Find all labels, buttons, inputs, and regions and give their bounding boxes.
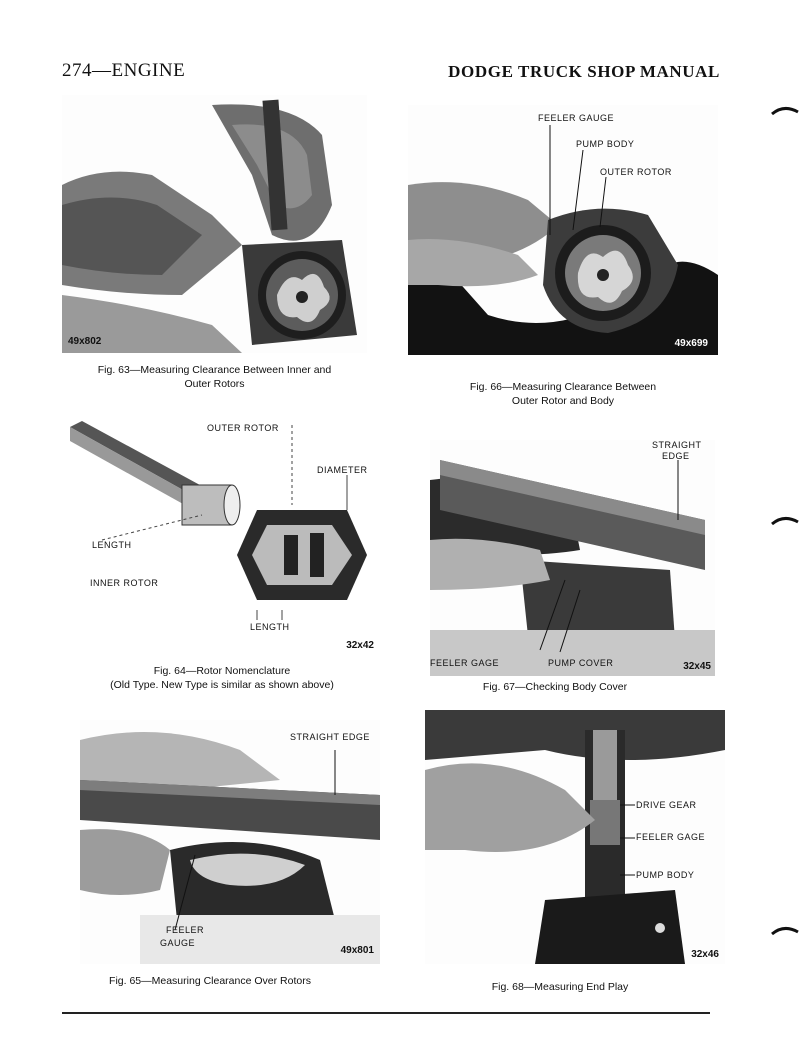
- fig66-caption-line-1: Fig. 66—Measuring Clearance Between: [469, 381, 657, 393]
- fig66-callout-pump-body: PUMP BODY: [576, 139, 635, 149]
- fig67-callout-edge: EDGE: [662, 451, 690, 461]
- fig66-photo-id: 49x699: [674, 338, 708, 349]
- fig63-caption-line-2: Outer Rotors: [184, 378, 245, 390]
- fig67-caption-line-1: Fig. 67—Checking Body Cover: [482, 681, 628, 693]
- fig63-caption: [62, 363, 367, 391]
- fig64-caption-line-2: (Old Type. New Type is similar as shown above): [110, 679, 334, 691]
- fig67-callout-feeler-gage: FEELER GAGE: [430, 658, 500, 668]
- binder-hole-mark-top: [770, 100, 804, 124]
- fig65-callout-straight-edge: STRAIGHT EDGE: [290, 732, 370, 742]
- fig67-photo: [430, 440, 715, 676]
- bottom-rule: [62, 1012, 710, 1014]
- fig63-photo: [62, 95, 367, 353]
- fig64-callout-diameter: DIAMETER: [317, 465, 368, 475]
- fig68-callout-feeler-gage: FEELER GAGE: [636, 832, 706, 842]
- fig65-photo: [80, 720, 380, 964]
- fig66-caption-line-2: Outer Rotor and Body: [511, 395, 615, 407]
- fig63-caption-line-1: Fig. 63—Measuring Clearance Between Inner and: [97, 364, 332, 376]
- fig64-photo-id: 32x42: [346, 640, 374, 651]
- fig67-photo-id: 32x45: [683, 661, 711, 672]
- fig64-callout-length-outer: LENGTH: [250, 622, 290, 632]
- fig66-callout-feeler-gauge: FEELER GAUGE: [538, 113, 615, 123]
- page-number-section: 274—ENGINE: [62, 60, 186, 81]
- fig65-callout-feeler: FEELER: [166, 925, 205, 935]
- fig67-callout-pump-cover: PUMP COVER: [548, 658, 614, 668]
- binder-hole-mark-bottom: [770, 920, 804, 944]
- binder-hole-mark-middle: [770, 510, 804, 534]
- fig68-photo-id: 32x46: [691, 949, 719, 960]
- fig68-callout-pump-body: PUMP BODY: [636, 870, 695, 880]
- fig68-caption-line-1: Fig. 68—Measuring End Play: [491, 981, 629, 993]
- fig64-callout-length-inner: LENGTH: [92, 540, 132, 550]
- fig66-photo: [408, 105, 718, 355]
- fig67-caption: [430, 680, 680, 694]
- fig65-callout-gauge: GAUGE: [160, 938, 196, 948]
- fig64-caption-line-1: Fig. 64—Rotor Nomenclature: [153, 665, 291, 677]
- fig68-callout-drive-gear: DRIVE GEAR: [636, 800, 697, 810]
- fig63-photo-id: 49x802: [68, 336, 102, 347]
- fig64-drawing: [62, 415, 382, 655]
- fig64-callout-inner-rotor: INNER ROTOR: [90, 578, 159, 588]
- fig65-photo-id: 49x801: [340, 945, 374, 956]
- fig65-caption-line-1: Fig. 65—Measuring Clearance Over Rotors: [109, 975, 311, 987]
- fig64-callout-outer-rotor: OUTER ROTOR: [207, 423, 279, 433]
- fig68-caption: [450, 980, 670, 994]
- fig64-caption: [62, 664, 382, 692]
- fig67-callout-straight: STRAIGHT: [652, 440, 702, 450]
- fig66-callout-outer-rotor: OUTER ROTOR: [600, 167, 672, 177]
- manual-title: DODGE TRUCK SHOP MANUAL: [448, 62, 720, 81]
- fig68-photo: [425, 710, 725, 964]
- fig66-caption: [408, 380, 718, 408]
- fig65-caption: [80, 974, 340, 988]
